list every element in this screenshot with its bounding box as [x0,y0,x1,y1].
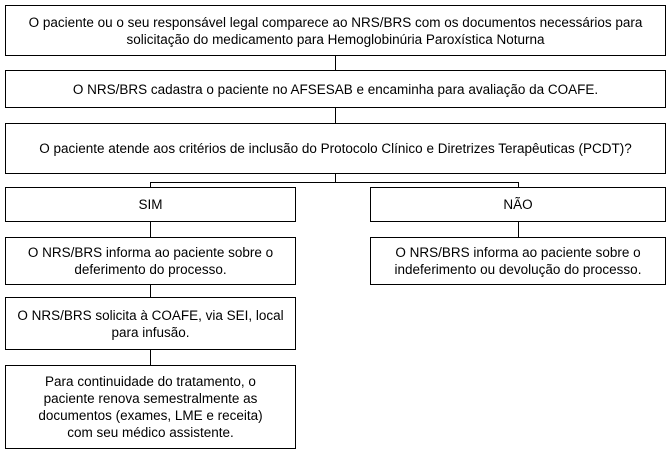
step-arrival-text: O paciente ou o seu responsável legal comparece ao NRS/BRS com os documentos necessários para solicitação do medicamento para Hemoglobinúria Paroxística Noturna [28,14,643,47]
yes-infusion-request-box [5,297,296,350]
decision-text: O paciente atende aos critérios de inclusão do Protocolo Clínico e Diretrizes Terapêuticas (PCDT)? [39,141,632,156]
no-branch-label: NÃO [503,197,533,212]
connector-branch-split [150,182,518,183]
connector-yes-yesstep1 [150,222,151,237]
step-registration-box [5,70,666,108]
yes-deferral-text: O NRS/BRS informa ao paciente sobre o deferimento do processo. [27,245,274,277]
yes-branch-box [5,187,296,222]
yes-deferral-box [5,237,296,285]
no-rejection-text: O NRS/BRS informa ao paciente sobre o indeferimento ou devolução do processo. [394,245,642,277]
yes-renewal-box [5,365,296,449]
step-registration-text: O NRS/BRS cadastra o paciente no AFSESAB e encaminha para avaliação da COAFE. [72,81,599,97]
yes-branch-label: SIM [138,197,163,212]
connector-yesstep1-yesstep2 [150,285,151,297]
no-rejection-box [370,237,666,285]
yes-renewal-text: Para continuidade do tratamento, o paciente renova semestralmente as documentos (exames, LME e receita) com seu médico assistente. [38,374,263,440]
connector-yesstep2-yesstep3 [150,350,151,365]
yes-infusion-request-text: O NRS/BRS solicita à COAFE, via SEI, local para infusão. [17,307,284,340]
connector-step1-step2 [335,55,336,70]
no-branch-box [370,187,666,222]
connector-step2-decision [335,108,336,123]
step-arrival-box [5,5,666,56]
connector-no-nostep1 [518,222,519,237]
connector-decision-branches [335,174,336,182]
decision-box [5,123,666,174]
